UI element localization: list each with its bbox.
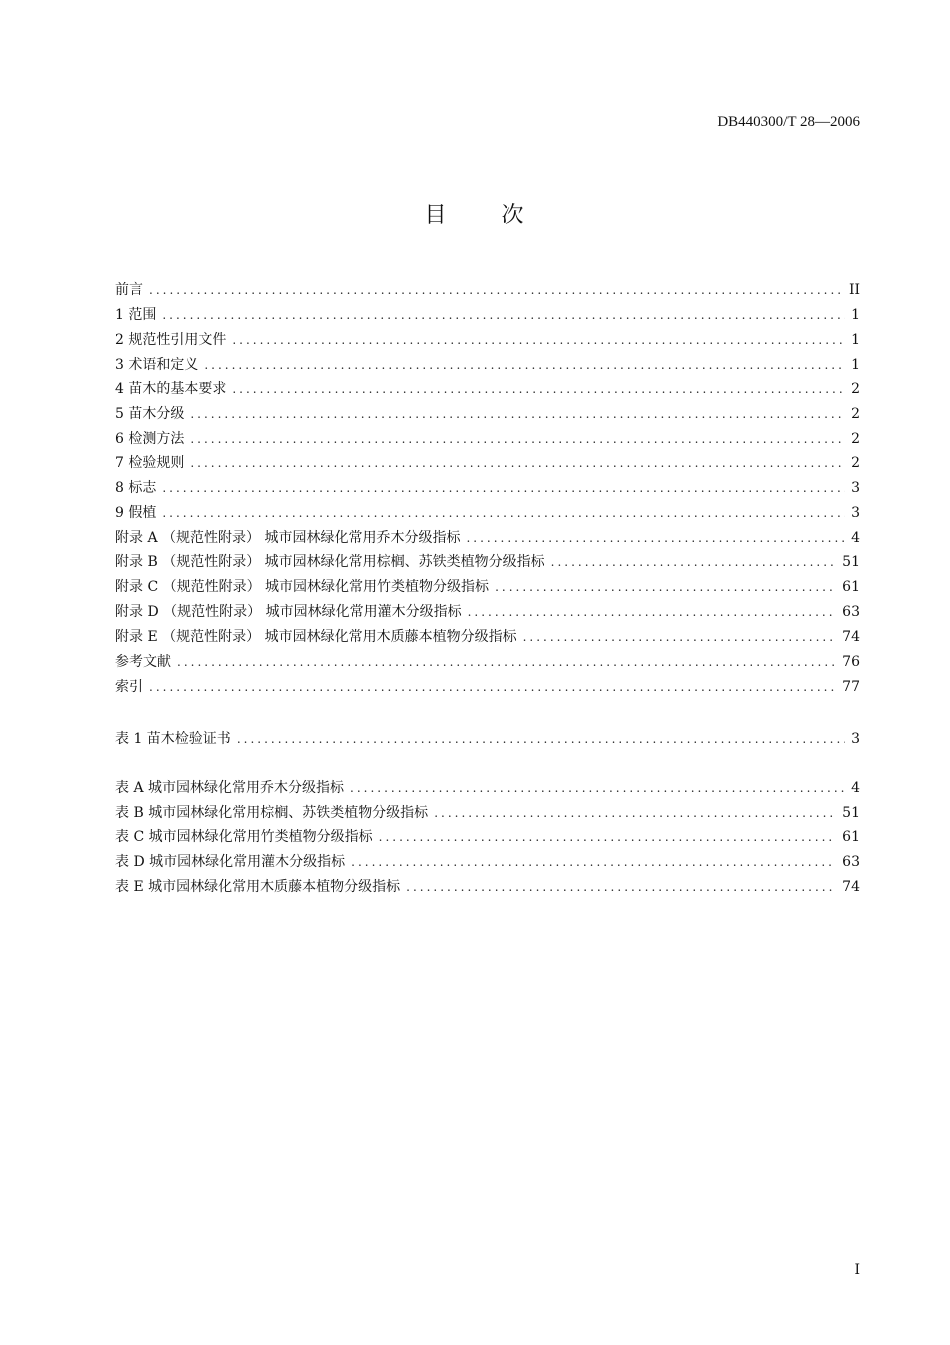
document-code: DB440300/T 28—2006 — [717, 114, 860, 130]
toc-leader — [237, 732, 845, 746]
toc-page: 1 — [851, 357, 860, 373]
toc-leader — [495, 580, 836, 594]
toc-page: 3 — [851, 731, 860, 747]
toc-leader — [162, 506, 845, 520]
toc-entry-appendix-d[interactable] — [115, 601, 860, 623]
toc-leader — [190, 456, 845, 470]
toc-leader — [149, 680, 836, 694]
toc-leader — [379, 830, 837, 844]
toc-label: 附录 D （规范性附录） 城市园林绿化常用灌木分级指标 — [115, 604, 462, 620]
toc-label: 1 范围 — [115, 307, 157, 323]
toc-label: 6 检测方法 — [115, 431, 185, 447]
toc-leader — [468, 605, 837, 619]
toc-page: 51 — [842, 805, 860, 821]
page-title — [0, 198, 950, 229]
toc-entry-table-c[interactable] — [115, 826, 860, 848]
toc-leader — [434, 806, 836, 820]
toc-entry-table-a[interactable] — [115, 777, 860, 799]
toc-entry-table-b[interactable] — [115, 802, 860, 824]
toc-label: 表 C 城市园林绿化常用竹类植物分级指标 — [115, 829, 373, 845]
toc-page: 2 — [851, 431, 860, 447]
toc-entry-index[interactable] — [115, 676, 860, 698]
toc-entry-9[interactable] — [115, 502, 860, 524]
title-char-2: 次 — [501, 203, 526, 228]
toc-entry-appendix-e[interactable] — [115, 626, 860, 648]
toc-page: 2 — [851, 381, 860, 397]
toc-entry-table-d[interactable] — [115, 851, 860, 873]
toc-page: 4 — [851, 530, 860, 546]
toc-page: 3 — [851, 480, 860, 496]
toc-entry-5[interactable] — [115, 403, 860, 425]
toc-leader — [190, 432, 845, 446]
toc-entry-table-1[interactable] — [115, 728, 860, 750]
toc-label: 4 苗木的基本要求 — [115, 381, 227, 397]
toc-label: 表 1 苗木检验证书 — [115, 731, 231, 747]
toc-page: 1 — [851, 332, 860, 348]
toc-leader — [149, 283, 843, 297]
toc-leader — [351, 855, 836, 869]
toc-page: 77 — [842, 679, 860, 695]
toc-leader — [551, 555, 837, 569]
toc-page: 51 — [842, 554, 860, 570]
toc-page: II — [848, 282, 860, 298]
toc-page: 61 — [842, 829, 860, 845]
toc-leader — [232, 382, 845, 396]
toc-leader — [162, 481, 845, 495]
toc-page: 1 — [851, 307, 860, 323]
toc-entry-6[interactable] — [115, 428, 860, 450]
toc-leader — [162, 308, 845, 322]
toc-leader — [406, 880, 836, 894]
toc-label: 表 A 城市园林绿化常用乔木分级指标 — [115, 780, 345, 796]
toc-entry-7[interactable] — [115, 452, 860, 474]
toc-leader — [232, 333, 845, 347]
title-char-1: 目 — [424, 203, 449, 228]
toc-label: 3 术语和定义 — [115, 357, 199, 373]
toc-label: 表 E 城市园林绿化常用木质藤本植物分级指标 — [115, 879, 401, 895]
toc-page: 74 — [842, 879, 860, 895]
toc-page: 4 — [851, 780, 860, 796]
toc-entry-appendix-a[interactable] — [115, 527, 860, 549]
toc-page: 61 — [842, 579, 860, 595]
toc-label: 前言 — [115, 282, 143, 298]
toc-leader — [190, 407, 845, 421]
toc-label: 参考文献 — [115, 654, 171, 670]
toc-page: 2 — [851, 455, 860, 471]
toc-page: 76 — [842, 654, 860, 670]
toc-page: 63 — [842, 854, 860, 870]
toc-entry-4[interactable] — [115, 378, 860, 400]
page-number: I — [854, 1262, 860, 1278]
toc-label: 附录 A （规范性附录） 城市园林绿化常用乔木分级指标 — [115, 530, 461, 546]
toc-label: 附录 C （规范性附录） 城市园林绿化常用竹类植物分级指标 — [115, 579, 490, 595]
toc-leader — [350, 781, 845, 795]
toc-entry-3[interactable] — [115, 354, 860, 376]
toc-label: 附录 E （规范性附录） 城市园林绿化常用木质藤本植物分级指标 — [115, 629, 517, 645]
toc-label: 8 标志 — [115, 480, 157, 496]
toc-entry-references[interactable] — [115, 651, 860, 673]
toc-leader — [523, 630, 837, 644]
toc-entry-table-e[interactable] — [115, 876, 860, 898]
toc-entry-8[interactable] — [115, 477, 860, 499]
toc-label: 表 B 城市园林绿化常用棕榈、苏铁类植物分级指标 — [115, 805, 429, 821]
toc-entry-2[interactable] — [115, 329, 860, 351]
toc-label: 表 D 城市园林绿化常用灌木分级指标 — [115, 854, 346, 870]
toc-leader — [466, 531, 845, 545]
toc-page: 63 — [842, 604, 860, 620]
toc-leader — [177, 655, 836, 669]
toc-label: 附录 B （规范性附录） 城市园林绿化常用棕榈、苏铁类植物分级指标 — [115, 554, 545, 570]
toc-label: 5 苗木分级 — [115, 406, 185, 422]
toc-label: 索引 — [115, 679, 143, 695]
toc-entry-appendix-c[interactable] — [115, 576, 860, 598]
toc-entry-appendix-b[interactable] — [115, 551, 860, 573]
toc-entry-foreword[interactable] — [115, 279, 860, 301]
toc-label: 2 规范性引用文件 — [115, 332, 227, 348]
toc-label: 7 检验规则 — [115, 455, 185, 471]
toc-page: 2 — [851, 406, 860, 422]
toc-label: 9 假植 — [115, 505, 157, 521]
toc-leader — [204, 358, 845, 372]
toc-entry-1[interactable] — [115, 304, 860, 326]
toc-page: 74 — [842, 629, 860, 645]
toc-page: 3 — [851, 505, 860, 521]
